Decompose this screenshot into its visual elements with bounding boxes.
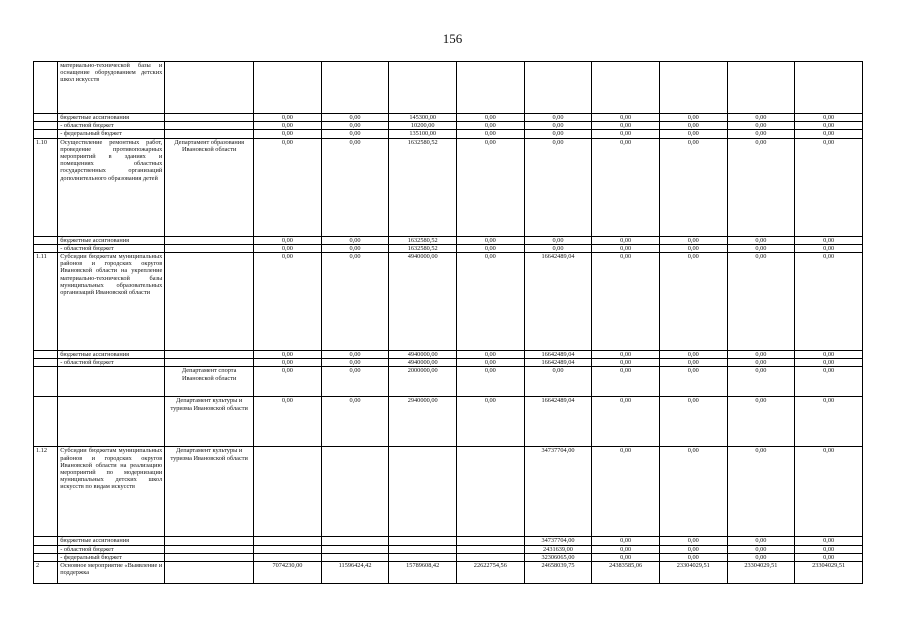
row-value-cell: 0,00	[659, 359, 727, 367]
row-code-cell	[34, 553, 58, 561]
budget-table	[33, 61, 863, 584]
row-value-cell: 0,00	[727, 122, 795, 130]
table-row	[34, 359, 863, 367]
row-value-cell: 11596424,42	[321, 562, 389, 584]
row-value-cell: 0,00	[659, 138, 727, 236]
row-value-cell: 23304029,51	[727, 562, 795, 584]
row-value-cell	[457, 447, 525, 537]
row-value-cell: 24383585,06	[592, 562, 660, 584]
row-value-cell: 15789608,42	[389, 562, 457, 584]
table-row	[34, 553, 863, 561]
table-row	[34, 122, 863, 130]
row-value-cell: 0,00	[254, 130, 322, 138]
row-value-cell: 0,00	[659, 447, 727, 537]
row-executor-cell: Департамент образования Ивановской области	[165, 138, 254, 236]
row-value-cell: 135100,00	[389, 130, 457, 138]
row-value-cell	[457, 545, 525, 553]
row-executor-cell	[165, 537, 254, 545]
row-value-cell: 0,00	[659, 122, 727, 130]
row-value-cell: 0,00	[457, 359, 525, 367]
row-value-cell: 0,00	[457, 138, 525, 236]
row-value-cell: 0,00	[659, 537, 727, 545]
row-value-cell: 0,00	[457, 236, 525, 244]
row-description-cell: - областной бюджет	[58, 359, 165, 367]
row-value-cell: 1632580,52	[389, 236, 457, 244]
row-value-cell: 23304029,51	[659, 562, 727, 584]
row-code-cell	[34, 545, 58, 553]
row-value-cell: 0,00	[727, 114, 795, 122]
row-description-cell: - федеральный бюджет	[58, 553, 165, 561]
row-value-cell: 0,00	[659, 545, 727, 553]
row-value-cell: 2431639,00	[524, 545, 592, 553]
row-value-cell: 0,00	[254, 351, 322, 359]
row-description-cell: Субсидии бюджетам муниципальных районов и городских округов Ивановской области на реализацию мероприятий по модернизации муниципальных детских школ искусств по видам искусств	[58, 447, 165, 537]
row-code-cell	[34, 114, 58, 122]
row-value-cell: 0,00	[795, 253, 863, 351]
row-value-cell: 0,00	[592, 359, 660, 367]
row-value-cell: 4940000,00	[389, 351, 457, 359]
row-value-cell: 0,00	[795, 244, 863, 252]
row-executor-cell	[165, 545, 254, 553]
row-description-cell: бюджетные ассигнования	[58, 114, 165, 122]
row-value-cell: 0,00	[321, 359, 389, 367]
row-value-cell	[457, 62, 525, 114]
row-value-cell: 0,00	[659, 351, 727, 359]
row-value-cell: 0,00	[727, 359, 795, 367]
row-value-cell	[727, 62, 795, 114]
row-code-cell	[34, 351, 58, 359]
row-value-cell: 16642489,04	[524, 359, 592, 367]
row-value-cell: 0,00	[592, 397, 660, 447]
row-executor-cell	[165, 562, 254, 584]
row-value-cell: 0,00	[795, 537, 863, 545]
row-code-cell: 1.11	[34, 253, 58, 351]
row-code-cell: 2	[34, 562, 58, 584]
row-value-cell: 0,00	[254, 244, 322, 252]
page-number: 156	[442, 31, 463, 46]
row-value-cell: 0,00	[254, 114, 322, 122]
row-code-cell	[34, 359, 58, 367]
row-value-cell: 0,00	[727, 253, 795, 351]
row-value-cell: 0,00	[457, 397, 525, 447]
row-value-cell	[321, 537, 389, 545]
row-value-cell: 0,00	[795, 367, 863, 397]
row-value-cell: 0,00	[795, 397, 863, 447]
row-value-cell: 24658039,75	[524, 562, 592, 584]
row-value-cell	[254, 553, 322, 561]
table-row	[34, 253, 863, 351]
table-row	[34, 244, 863, 252]
row-executor-cell	[165, 359, 254, 367]
row-code-cell	[34, 130, 58, 138]
row-value-cell	[524, 62, 592, 114]
row-value-cell: 1632580,52	[389, 138, 457, 236]
row-executor-cell	[165, 236, 254, 244]
row-value-cell	[592, 62, 660, 114]
row-value-cell: 23304029,51	[795, 562, 863, 584]
row-description-cell	[58, 397, 165, 447]
row-value-cell	[795, 62, 863, 114]
row-executor-cell	[165, 62, 254, 114]
row-executor-cell	[165, 244, 254, 252]
row-value-cell: 0,00	[457, 367, 525, 397]
row-value-cell	[389, 447, 457, 537]
row-value-cell: 0,00	[795, 122, 863, 130]
row-description-cell: - областной бюджет	[58, 244, 165, 252]
row-executor-cell	[165, 351, 254, 359]
row-code-cell	[34, 236, 58, 244]
row-value-cell: 0,00	[321, 397, 389, 447]
row-value-cell: 34737704,00	[524, 537, 592, 545]
row-value-cell: 0,00	[727, 138, 795, 236]
row-value-cell: 22622754,56	[457, 562, 525, 584]
row-value-cell: 0,00	[524, 122, 592, 130]
row-description-cell: - областной бюджет	[58, 122, 165, 130]
row-description-cell: бюджетные ассигнования	[58, 236, 165, 244]
row-value-cell: 0,00	[321, 253, 389, 351]
table-row	[34, 537, 863, 545]
row-value-cell: 0,00	[524, 244, 592, 252]
row-value-cell	[321, 545, 389, 553]
row-value-cell: 0,00	[321, 236, 389, 244]
row-value-cell: 0,00	[254, 253, 322, 351]
row-executor-cell: Департамент культуры и туризма Ивановской области	[165, 447, 254, 537]
row-value-cell: 0,00	[524, 367, 592, 397]
row-value-cell: 0,00	[524, 114, 592, 122]
row-value-cell: 145300,00	[389, 114, 457, 122]
row-description-cell: бюджетные ассигнования	[58, 351, 165, 359]
row-executor-cell	[165, 114, 254, 122]
row-value-cell: 0,00	[727, 537, 795, 545]
row-value-cell: 0,00	[457, 351, 525, 359]
row-value-cell: 0,00	[592, 253, 660, 351]
table-row	[34, 545, 863, 553]
row-value-cell	[389, 62, 457, 114]
row-value-cell	[389, 545, 457, 553]
row-value-cell: 0,00	[321, 138, 389, 236]
row-value-cell: 0,00	[592, 537, 660, 545]
row-value-cell: 0,00	[592, 130, 660, 138]
row-description-cell: - областной бюджет	[58, 545, 165, 553]
row-value-cell: 0,00	[592, 351, 660, 359]
row-value-cell: 0,00	[727, 351, 795, 359]
row-value-cell: 0,00	[592, 367, 660, 397]
table-row	[34, 367, 863, 397]
row-executor-cell	[165, 122, 254, 130]
row-value-cell: 0,00	[727, 236, 795, 244]
row-value-cell: 0,00	[727, 367, 795, 397]
row-value-cell: 0,00	[659, 114, 727, 122]
table-row	[34, 114, 863, 122]
row-value-cell: 0,00	[727, 553, 795, 561]
row-value-cell: 0,00	[321, 244, 389, 252]
row-value-cell: 0,00	[659, 253, 727, 351]
table-row	[34, 62, 863, 114]
row-value-cell	[254, 545, 322, 553]
row-value-cell: 0,00	[795, 359, 863, 367]
row-value-cell: 34737704,00	[524, 447, 592, 537]
row-value-cell: 0,00	[592, 553, 660, 561]
row-value-cell: 2000000,00	[389, 367, 457, 397]
row-value-cell: 0,00	[592, 447, 660, 537]
row-code-cell	[34, 397, 58, 447]
row-value-cell	[389, 537, 457, 545]
row-value-cell: 4940000,00	[389, 253, 457, 351]
row-value-cell: 0,00	[727, 545, 795, 553]
row-value-cell	[659, 62, 727, 114]
row-code-cell	[34, 244, 58, 252]
row-value-cell: 0,00	[321, 351, 389, 359]
row-value-cell: 0,00	[795, 553, 863, 561]
row-value-cell: 0,00	[592, 236, 660, 244]
row-value-cell: 0,00	[592, 244, 660, 252]
row-value-cell: 32306065,00	[524, 553, 592, 561]
row-value-cell: 1632580,52	[389, 244, 457, 252]
row-value-cell: 0,00	[727, 447, 795, 537]
row-executor-cell	[165, 553, 254, 561]
row-value-cell: 0,00	[524, 138, 592, 236]
row-value-cell	[457, 553, 525, 561]
row-value-cell: 0,00	[321, 114, 389, 122]
row-value-cell: 0,00	[592, 138, 660, 236]
row-value-cell	[389, 553, 457, 561]
table-row	[34, 351, 863, 359]
row-value-cell: 0,00	[457, 244, 525, 252]
row-value-cell: 0,00	[254, 236, 322, 244]
row-value-cell: 4940000,00	[389, 359, 457, 367]
row-description-cell: Субсидии бюджетам муниципальных районов и городских округов Ивановской области на укрепление материально-технической базы муниципальных образовательных организаций Ивановской области	[58, 253, 165, 351]
row-value-cell: 0,00	[795, 351, 863, 359]
row-value-cell: 0,00	[254, 122, 322, 130]
row-executor-cell: Департамент культуры и туризма Ивановской области	[165, 397, 254, 447]
row-value-cell: 0,00	[659, 397, 727, 447]
row-value-cell: 0,00	[524, 130, 592, 138]
row-value-cell: 0,00	[254, 367, 322, 397]
row-value-cell: 0,00	[592, 545, 660, 553]
row-executor-cell	[165, 253, 254, 351]
row-value-cell: 0,00	[659, 244, 727, 252]
row-code-cell	[34, 367, 58, 397]
row-code-cell	[34, 62, 58, 114]
row-value-cell: 0,00	[457, 253, 525, 351]
row-value-cell: 0,00	[592, 114, 660, 122]
row-value-cell: 0,00	[457, 130, 525, 138]
row-value-cell: 16642489,04	[524, 397, 592, 447]
row-value-cell: 10200,00	[389, 122, 457, 130]
row-value-cell: 0,00	[727, 130, 795, 138]
row-value-cell	[254, 447, 322, 537]
row-value-cell: 0,00	[795, 236, 863, 244]
row-value-cell	[321, 62, 389, 114]
row-code-cell	[34, 537, 58, 545]
row-executor-cell	[165, 130, 254, 138]
row-value-cell: 0,00	[321, 130, 389, 138]
row-value-cell: 0,00	[524, 236, 592, 244]
row-value-cell: 0,00	[254, 138, 322, 236]
row-value-cell: 16642489,04	[524, 351, 592, 359]
row-value-cell: 0,00	[321, 122, 389, 130]
row-value-cell: 0,00	[457, 122, 525, 130]
row-value-cell: 0,00	[457, 114, 525, 122]
row-description-cell: материально-технической базы и оснащение оборудованием детских школ искусств	[58, 62, 165, 114]
row-value-cell: 0,00	[659, 130, 727, 138]
row-value-cell: 0,00	[795, 114, 863, 122]
row-value-cell: 0,00	[727, 244, 795, 252]
row-value-cell: 2940000,00	[389, 397, 457, 447]
row-value-cell: 0,00	[254, 359, 322, 367]
row-value-cell: 0,00	[659, 367, 727, 397]
row-value-cell: 16642489,04	[524, 253, 592, 351]
table-row	[34, 562, 863, 584]
row-description-cell: Осуществление ремонтных работ, проведение противопожарных мероприятий в зданиях и помещениях областных государственных организаций дополнительного образования детей	[58, 138, 165, 236]
row-value-cell: 0,00	[727, 397, 795, 447]
row-value-cell	[321, 553, 389, 561]
row-value-cell: 0,00	[321, 367, 389, 397]
row-value-cell: 0,00	[659, 236, 727, 244]
row-value-cell	[457, 537, 525, 545]
row-value-cell: 0,00	[592, 122, 660, 130]
table-row	[34, 397, 863, 447]
row-value-cell: 7074230,00	[254, 562, 322, 584]
row-value-cell: 0,00	[795, 545, 863, 553]
row-value-cell	[254, 537, 322, 545]
row-value-cell: 0,00	[254, 397, 322, 447]
table-row	[34, 130, 863, 138]
row-description-cell: Основное мероприятие «Выявление и поддержка	[58, 562, 165, 584]
table-row	[34, 236, 863, 244]
row-value-cell	[321, 447, 389, 537]
row-description-cell: бюджетные ассигнования	[58, 537, 165, 545]
row-value-cell: 0,00	[795, 138, 863, 236]
row-value-cell: 0,00	[795, 447, 863, 537]
row-value-cell: 0,00	[795, 130, 863, 138]
table-row	[34, 138, 863, 236]
row-code-cell: 1.12	[34, 447, 58, 537]
row-description-cell	[58, 367, 165, 397]
row-executor-cell: Департамент спорта Ивановской области	[165, 367, 254, 397]
row-value-cell	[254, 62, 322, 114]
row-description-cell: - федеральный бюджет	[58, 130, 165, 138]
row-value-cell: 0,00	[659, 553, 727, 561]
row-code-cell	[34, 122, 58, 130]
row-code-cell: 1.10	[34, 138, 58, 236]
table-row	[34, 447, 863, 537]
